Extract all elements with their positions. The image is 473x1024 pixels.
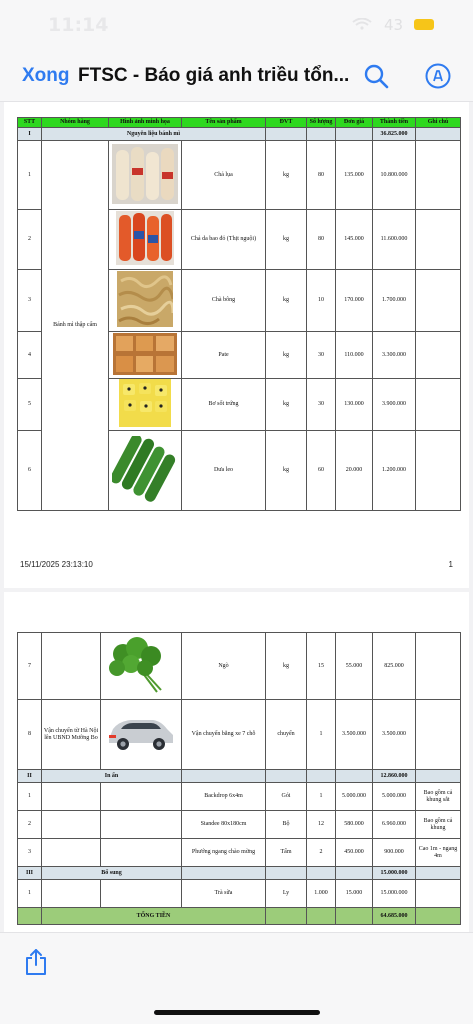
section-name: Nguyên liệu bánh mì [42, 128, 266, 141]
document-title: FTSC - Báo giá anh triều tổn... [78, 65, 350, 86]
wifi-icon [352, 18, 372, 30]
cha-lua-image [112, 144, 178, 204]
product-qty: 80 [307, 210, 336, 270]
row-stt: 7 [18, 633, 42, 700]
row-stt: 1 [18, 880, 42, 908]
header-cell: Ghi chú [416, 118, 461, 128]
product-unit: kg [266, 633, 307, 700]
product-group: Vận chuyển từ Hà Nội lên UBND Mường Bo [42, 700, 101, 770]
product-qty: 1 [307, 783, 336, 811]
pate-image [113, 333, 177, 375]
section-row [18, 867, 461, 880]
product-amount: 1.700.000 [373, 270, 416, 332]
product-note [416, 332, 461, 379]
section-row [18, 128, 461, 141]
share-icon[interactable] [24, 948, 48, 976]
product-note: Bao gồm cả khung [416, 811, 461, 839]
product-unit: kg [266, 270, 307, 332]
product-amount: 15.000.000 [373, 880, 416, 908]
product-price: 55.000 [336, 633, 373, 700]
product-qty: 60 [307, 431, 336, 511]
product-qty: 10 [307, 270, 336, 332]
header-cell: Thành tiền [373, 118, 416, 128]
pdf-page-1[interactable] [4, 102, 469, 588]
product-image [101, 700, 182, 770]
table-row [18, 880, 461, 908]
product-note [416, 633, 461, 700]
product-name: Vận chuyển bằng xe 7 chỗ [182, 700, 266, 770]
product-price: 135.000 [336, 141, 373, 210]
product-amount: 5.000.000 [373, 783, 416, 811]
product-amount: 825.000 [373, 633, 416, 700]
row-stt: 2 [18, 811, 42, 839]
done-button[interactable]: Xong [22, 65, 70, 86]
product-unit: chuyến [266, 700, 307, 770]
product-qty: 80 [307, 141, 336, 210]
header-cell: STT [18, 118, 42, 128]
product-unit: Gói [266, 783, 307, 811]
product-note [416, 379, 461, 431]
battery-icon [414, 19, 434, 30]
product-price: 20.000 [336, 431, 373, 511]
product-price: 580.000 [336, 811, 373, 839]
table-row [18, 811, 461, 839]
product-image [109, 431, 182, 511]
product-amount: 3.500.000 [373, 700, 416, 770]
product-price: 3.500.000 [336, 700, 373, 770]
product-image [101, 633, 182, 700]
product-name: Pate [182, 332, 266, 379]
product-name: Trà sữa [182, 880, 266, 908]
section-number: III [18, 867, 42, 880]
product-name: Standee 80x180cm [182, 811, 266, 839]
product-name: Dưa leo [182, 431, 266, 511]
product-price: 130.000 [336, 379, 373, 431]
product-name: Bơ sốt trứng [182, 379, 266, 431]
header-cell: Số lượng [307, 118, 336, 128]
ngo-image [103, 634, 179, 696]
product-image [109, 379, 182, 431]
quote-table-page-1 [17, 117, 461, 511]
product-amount: 900.000 [373, 839, 416, 867]
dua-leo-image [112, 436, 178, 502]
product-name: Chả da bao đỏ (Thịt nguội) [182, 210, 266, 270]
product-price: 145.000 [336, 210, 373, 270]
product-qty: 2 [307, 839, 336, 867]
table-row [18, 700, 461, 770]
cha-bong-image [117, 271, 173, 327]
product-image [109, 270, 182, 332]
product-price: 450.000 [336, 839, 373, 867]
product-image [109, 210, 182, 270]
cha-bao-do-image [116, 211, 174, 265]
bottom-toolbar [0, 932, 473, 1024]
product-qty: 15 [307, 633, 336, 700]
table-row [18, 633, 461, 700]
product-amount: 1.200.000 [373, 431, 416, 511]
row-stt: 2 [18, 210, 42, 270]
grand-total-label: TỔNG TIỀN [42, 908, 266, 925]
product-unit: kg [266, 210, 307, 270]
product-qty: 30 [307, 379, 336, 431]
product-name: Ngò [182, 633, 266, 700]
row-stt: 6 [18, 431, 42, 511]
row-stt: 8 [18, 700, 42, 770]
product-qty: 12 [307, 811, 336, 839]
product-qty: 30 [307, 332, 336, 379]
bo-sot-trung-image [119, 379, 171, 427]
product-note [416, 700, 461, 770]
status-time: 11:14 [48, 14, 109, 36]
product-note [416, 141, 461, 210]
row-stt: 1 [18, 783, 42, 811]
product-price: 15.000 [336, 880, 373, 908]
product-note [416, 880, 461, 908]
product-unit: kg [266, 141, 307, 210]
product-price: 170.000 [336, 270, 373, 332]
product-image [109, 332, 182, 379]
search-icon[interactable] [362, 62, 390, 90]
nav-bar [0, 50, 473, 102]
product-note [416, 431, 461, 511]
product-qty: 1.000 [307, 880, 336, 908]
footer-page-number: 1 [448, 560, 453, 569]
product-amount: 3.900.000 [373, 379, 416, 431]
table-header-row [18, 118, 461, 128]
product-price: 110.000 [336, 332, 373, 379]
markup-pen-icon[interactable] [424, 62, 452, 90]
product-name: Chả lụa [182, 141, 266, 210]
product-amount: 3.300.000 [373, 332, 416, 379]
product-unit: Ly [266, 880, 307, 908]
row-stt: 4 [18, 332, 42, 379]
section-number: I [18, 128, 42, 141]
header-cell: Đơn giá [336, 118, 373, 128]
grand-total-row [18, 908, 461, 925]
product-amount: 6.960.000 [373, 811, 416, 839]
product-amount: 10.800.000 [373, 141, 416, 210]
product-note: Bao gồm cả khung sắt [416, 783, 461, 811]
product-note [416, 210, 461, 270]
product-unit: kg [266, 379, 307, 431]
section-name: Bổ sung [42, 867, 182, 880]
product-name: Backdrop 6x4m [182, 783, 266, 811]
header-cell: ĐVT [266, 118, 307, 128]
row-stt: 3 [18, 839, 42, 867]
product-note [416, 270, 461, 332]
pdf-page-2[interactable] [4, 592, 469, 932]
product-amount: 11.600.000 [373, 210, 416, 270]
product-unit: Tấm [266, 839, 307, 867]
section-total: 36.825.000 [373, 128, 416, 141]
row-stt: 1 [18, 141, 42, 210]
footer-date: 15/11/2025 23:13:10 [20, 560, 93, 569]
table-row [18, 839, 461, 867]
quote-table-page-2 [17, 632, 461, 925]
car-image [103, 709, 179, 757]
product-image [109, 141, 182, 210]
section-number: II [18, 770, 42, 783]
table-row [18, 141, 461, 210]
header-cell: Tên sản phẩm [182, 118, 266, 128]
header-cell: Hình ảnh minh họa [109, 118, 182, 128]
product-unit: kg [266, 431, 307, 511]
section-total: 15.000.000 [373, 867, 416, 880]
section-total: 12.860.000 [373, 770, 416, 783]
product-unit: kg [266, 332, 307, 379]
home-indicator[interactable] [154, 1010, 320, 1015]
row-stt: 5 [18, 379, 42, 431]
table-row [18, 783, 461, 811]
product-group: Bánh mì thập cẩm [42, 141, 109, 511]
product-unit: Bộ [266, 811, 307, 839]
product-price: 5.000.000 [336, 783, 373, 811]
section-row [18, 770, 461, 783]
header-cell: Nhóm hàng [42, 118, 109, 128]
row-stt: 3 [18, 270, 42, 332]
grand-total-amount: 64.685.000 [373, 908, 416, 925]
product-group [42, 633, 101, 700]
status-bar [0, 0, 473, 50]
product-name: Phướng ngang chào mừng [182, 839, 266, 867]
product-qty: 1 [307, 700, 336, 770]
battery-percent: 43 [384, 16, 404, 34]
section-name: In ấn [42, 770, 182, 783]
product-name: Chà bông [182, 270, 266, 332]
product-note: Cao 1m - ngang 4m [416, 839, 461, 867]
